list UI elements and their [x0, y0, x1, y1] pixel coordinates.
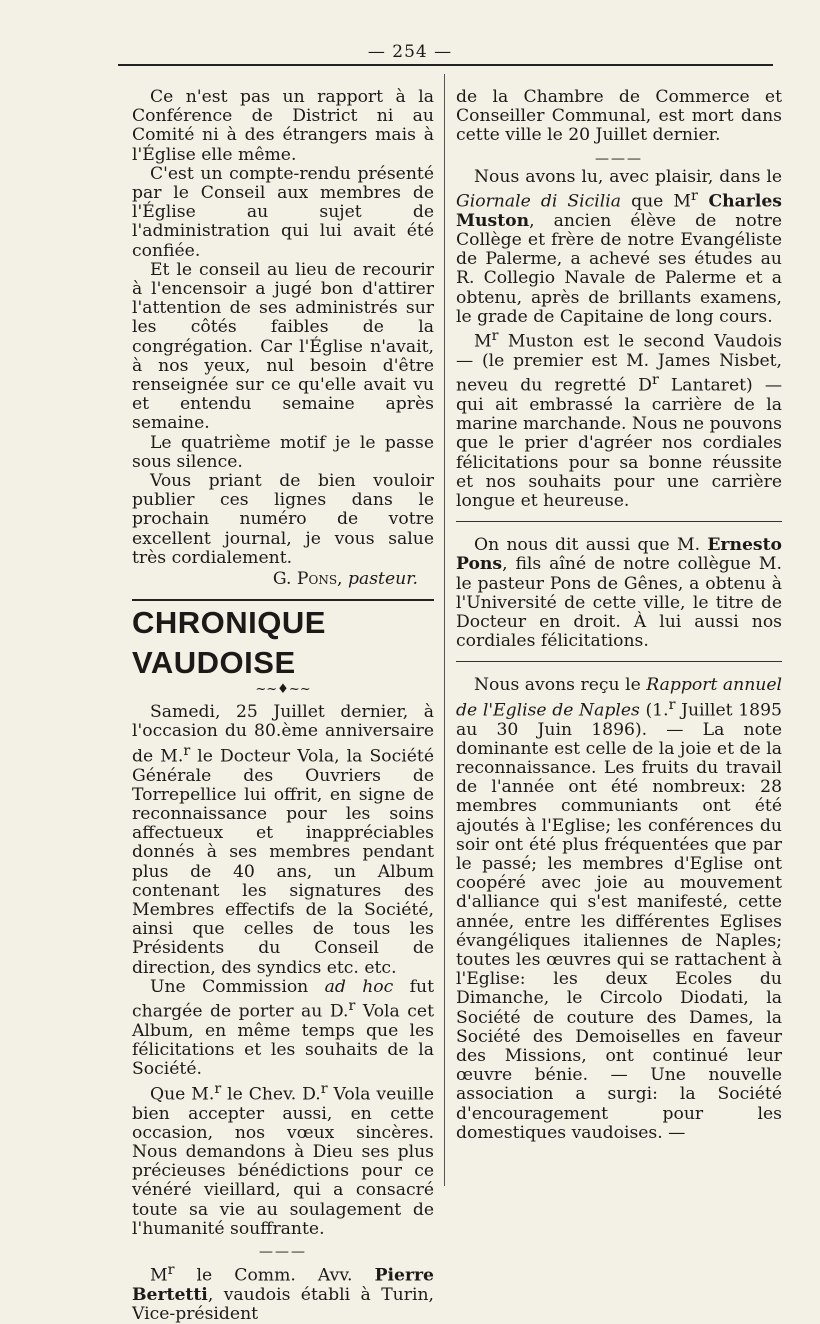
right-column	[456, 88, 782, 1143]
section-rule	[132, 599, 434, 601]
letter-paragraph-1: Ce n'est pas un rapport à la Conférence de District ni au Comité ni à des étrangers mais à l'Église elle même.	[132, 87, 434, 165]
letter-paragraph-2: C'est un compte-rendu présenté par le Conseil aux membres de l'Église au sujet de l'administration qui lui avait été confiée.	[132, 163, 434, 261]
page-number: — 254 —	[367, 42, 453, 62]
letter-paragraph-4: Le quatrième motif je le passe sous silence.	[132, 432, 434, 472]
letter-paragraph-3: Et le conseil au lieu de recourir à l'encensoir a jugé bon d'attirer l'attention de ses administrés sur les côtés faibles de la congrégation. Car l'Église n'avait, à nos yeux, nul besoin d'être renseignée sur ce qu'elle avait vu et entendu semaine après semaine.	[132, 259, 434, 434]
article-rule	[456, 521, 782, 522]
bertetti-continuation: de la Chambre de Commerce et Conseiller Communal, est mort dans cette ville le 20 Juillet dernier.	[456, 87, 782, 146]
bertetti-paragraph: $M^r$ le Comm. Avv. Pierre Bertetti, vaudois établi à Turin, Vice-président	[132, 1261, 434, 1324]
muston-paragraph-1: Nous avons lu, avec plaisir, dans le Giornale di Sicilia que $M^r$ Charles Muston, ancien élève de notre Collège et frère de notre Evangéliste de Palerme, a achevé ses études au R. Collegio Navale de Palerme et a obtenu, après de brillants examens, le grade de Capitaine de long cours.	[456, 166, 782, 327]
signature-name: Pons	[296, 569, 338, 590]
que-paragraph: Que M.$^r$ le Chev. D.$^r$ Vola veuille bien accepter aussi, en cette occasion, nos vœux sincères. Nous demandons à Dieu ses plus précieuses bénédictions pour ce vénéré vieillard, qui a consacré toute sa vie au soulagement de l'humanité souffrante.	[132, 1080, 435, 1239]
letter-paragraph-5: Vous priant de bien vouloir publier ces lignes dans le prochain numéro de votre excellent journal, je vous salue très cordialement.	[132, 471, 434, 568]
signature-title: pasteur.	[347, 569, 418, 590]
article-rule	[456, 661, 782, 662]
commission-paragraph: Une Commission ad hoc fut chargée de porter au D.$^r$ Vola cet Album, en même temps que les félicitations et les souhaits de la Société.	[132, 976, 434, 1080]
pons-paragraph: On nous dit aussi que M. Ernesto Pons, fils aîné de notre collègue M. le pasteur Pons de Gênes, a obtenu à l'Université de cette ville, le titre de Docteur en droit. À lui aussi nos cordiales félicitations.	[456, 535, 782, 652]
ornament-icon: ~~♦~~	[255, 682, 311, 698]
muston-paragraph-2: $M^r$ Muston est le second Vaudois — (le premier est M. James Nisbet, neveu du regretté $D^r$ Lantaret) — qui ait embrassé la carrière de la marine marchande. Nous ne pouvons que le prier d'agréer nos cordiales félicitations pour sa bonne réussite et nos souhaits pour une carrière longue et heureuse.	[456, 327, 783, 512]
dash-separator: ———	[259, 1243, 307, 1260]
letter-signature: G. Pons, pasteur.	[272, 569, 418, 590]
section-title: CHRONIQUE VAUDOISE	[132, 605, 326, 681]
left-column	[132, 88, 434, 1324]
column-divider	[444, 74, 445, 1186]
naples-paragraph: Nous avons reçu le Rapport annuel de l'Eglise de Naples (1.$^r$ Juillet 1895 au 30 Juin 1896). — La note dominante est celle de la joie et de la reconnaissance. Les fruits du travail de l'année ont été nombreux: 28 membres communiants ont été ajoutés à l'Eglise; les conférences du soir ont été plus fréquentées que par le passé; les membres d'Eglise ont coopéré avec joie au mouvement d'alliance qui s'est manifesté, cette année, entre les différentes Eglises évangéliques italiennes de Naples; toutes les œuvres qui se rattachent à l'Eglise: les deux Ecoles du Dimanche, le Circolo Diodati, la Société de couture des Dames, la Société des Demoiselles en faveur des Missions, ont continué leur œuvre bénie. — Une nouvelle association a surgi: la Société d'encouragement pour les domestiques vaudoises. —	[456, 675, 782, 1143]
dash-separator: ———	[595, 150, 643, 167]
samedi-paragraph: Samedi, 25 Juillet dernier, à l'occasion du 80.ème anniversaire de M.$^r$ le Docteur Vola, la Société Générale des Ouvriers de Torrepellice lui offrit, en signe de reconnaissance pour les soins affectueux et inappréciables donnés à ses membres pendant plus de 40 ans, un Album contenant les signatures des Membres effectifs de la Société, ainsi que celles de tous les Présidents du Conseil de direction, des syndics etc. etc.	[132, 702, 435, 978]
header-rule	[118, 64, 773, 66]
